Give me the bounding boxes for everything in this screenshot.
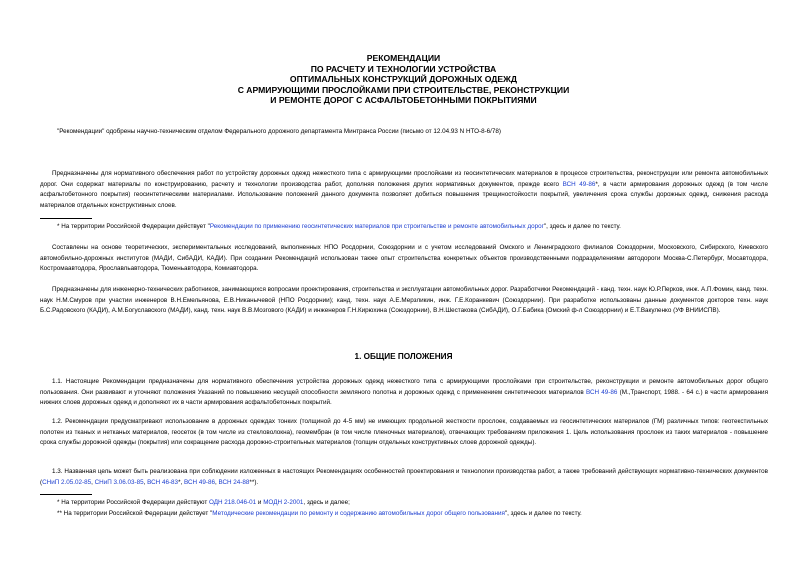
footnote-2-mid: и — [256, 499, 264, 506]
footnote-2-text-b: , здесь и далее; — [303, 499, 350, 506]
p13-text-a: 1.3. Названная цель может быть реализована при соблюдении изложенных в настоящих Рекомендациях особенностей проектирования и технологии производства работ, а также требований действующих нормативно-технических документов ( — [40, 468, 768, 486]
p11-text-b: (М.,Транспорт, 1988. - 64 с.) в части армирования нижних слоев дорожных одежд и дополняют их в части армирования асфальтобетонных покрытий. — [40, 388, 768, 407]
geosynthetics-recommendations-link[interactable]: Рекомендации по применению геосинтетических материалов при строительстве и ремонте автомобильных дорог — [209, 223, 544, 230]
vsn-49-86-link[interactable]: ВСН 49-86 — [585, 388, 618, 396]
paragraph-1-3 — [40, 467, 768, 488]
paragraph-1-1 — [40, 377, 768, 409]
footnote-3 — [57, 509, 582, 520]
section-heading: 1. ОБЩИЕ ПОЛОЖЕНИЯ — [354, 352, 453, 361]
snip-2-05-02-85-link[interactable]: СНиП 2.05.02-85 — [42, 478, 92, 486]
p11-text-a: 1.1. Настоящие Рекомендации предназначены для нормативного обеспечения устройства дорожных одежд нежесткого типа с армирующими прослойками при строительстве, реконструкции и ремонте автомобильных дорог общего пользования. Они развивают и уточняют положения Указаний по повышению несущей способности земляного полотна и дорожных одежд с применением синтетических материалов — [40, 378, 768, 396]
footnote-1-text-b: ", здесь и далее по тексту. — [543, 223, 621, 230]
footnote-2-text-a: * На территории Российской Федерации действуют — [57, 499, 209, 506]
intro-text-a: Предназначены для нормативного обеспечения работ по устройству дорожных одежд нежесткого типа с армирующими прослойками из геосинтетических материалов в процессе строительства, реконструкции или ремонта автомобильных дорог. Они содержат материалы по конструированию, расчету и технологии производства работ, дополняя положения других нормативных документов, прежде всего — [40, 170, 768, 188]
footnote-divider — [40, 218, 92, 219]
footnote-2 — [57, 498, 350, 509]
title-line: ПО РАСЧЕТУ И ТЕХНОЛОГИИ УСТРОЙСТВА — [310, 63, 497, 74]
authors-paragraph: Предназначены для инженерно-технических работников, занимающихся вопросами проектирования, строительства и эксплуатации автомобильных дорог. Разработчики Рекомендаций - канд. техн. наук Ю.Р.Перков, инж. А.П.Фомин, канд. техн. наук Н.М.Смуров при участии инженеров В.Н.Емельянова, Е.В.Никанычевой (НПО Росдорнии); канд. техн. наук А.Е.Мерзликин, инж. Г.Е.Коранкевич (Союздорнии). При разработке использованы данные документов докторов техн. наук Б.С.Радовского (КАДИ), А.М.Богуславского (МАДИ), канд. техн. наук В.В.Мозгового (КАДИ) и инженеров Г.Н.Кирюхина (Союздорнии), В.Н.Шестакова (СибАДИ), О.Г.Бабика (Омский ф-л Союздорнии) и Е.Т.Вакуленко (УФ ВНИИСПВ). — [40, 286, 768, 315]
vsn-24-88-link[interactable]: ВСН 24-88 — [218, 478, 250, 486]
approval-note: "Рекомендации" одобрены научно-техническим отделом Федерального дорожного департамента Минтранса России (письмо от 12.04.93 N НТО-8-6/78) — [57, 128, 502, 135]
vsn-49-86-link[interactable]: ВСН 49-86 — [562, 180, 596, 188]
composed-paragraph: Составлены на основе теоретических, экспериментальных исследований, выполненных НПО Росдорнии, Союздорнии и с учетом исследований Омского и Ленинградского филиалов Союздорнии, Московского, Сибирского, Киевского автомобильно-дорожных институтов (МАДИ, СибАДИ, КАДИ). При создании Рекомендаций использован также опыт строительства конкретных объектов производственными подразделениями автодороги Москва-С.Петербург, Мосавтодора, Костромаавтодора, Ярославльавтодора, Тюменьавтодора, Комиавтодора. — [40, 244, 768, 273]
separator: , — [143, 478, 148, 486]
p13-text-b: **). — [249, 478, 259, 486]
title-line: РЕКОМЕНДАЦИИ — [366, 53, 441, 63]
title-line: И РЕМОНТЕ ДОРОГ С АСФАЛЬТОБЕТОННЫМИ ПОКРЫТИЯМИ — [270, 95, 537, 106]
vsn-49-86-link[interactable]: ВСН 49-86 — [184, 478, 215, 486]
footnote-3-text-a: ** На территории Российской Федерации действует " — [57, 510, 213, 517]
footnote-1-text-a: * На территории Российской Федерации действует " — [57, 223, 210, 230]
separator: *, — [178, 478, 185, 486]
separator: , — [214, 478, 219, 486]
separator: , — [91, 478, 95, 486]
title-line: ОПТИМАЛЬНЫХ КОНСТРУКЦИЙ ДОРОЖНЫХ ОДЕЖД — [289, 74, 518, 85]
title-line: С АРМИРУЮЩИМИ ПРОСЛОЙКАМИ ПРИ СТРОИТЕЛЬСТВЕ, РЕКОНСТРУКЦИИ — [237, 84, 570, 95]
odn-218-046-01-link[interactable]: ОДН 218.046-01 — [208, 499, 257, 506]
vsn-46-83-link[interactable]: ВСН 46-83 — [147, 478, 179, 486]
snip-3-06-03-85-link[interactable]: СНиП 3.06.03-85 — [94, 478, 144, 486]
modn-2-2001-link[interactable]: МОДН 2-2001 — [263, 499, 304, 506]
intro-paragraph — [40, 169, 768, 211]
intro-text-b: *, в части армирования дорожных одежд (в том числе асфальтобетонного покрытия) геосинтетическими материалами. Использование положений данного документа позволяет добиться повышения трещиностойкости покрытий, увеличения срока службы дорожных одежд, снижения расхода материалов отдельных конструктивных слоев. — [40, 180, 768, 209]
footnote-divider — [40, 494, 92, 495]
road-maintenance-recommendations-link[interactable]: Методические рекомендации по ремонту и содержанию автомобильных дорог общего пользования — [212, 510, 505, 517]
document-title — [0, 53, 807, 106]
footnote-1 — [57, 222, 621, 233]
paragraph-1-2: 1.2. Рекомендации предусматривают использование в дорожных одеждах тонких (толщиной до 4-5 мм) не имеющих продольной жесткости прослоек, создаваемых из геосинтетических материалов (ГМ) различных типов: геотекстильных полотен из тканых и нетканых материалов, геосеток (в том числе из стекловолокна), геомембран (в том числе пленочных материалов), отвечающих требованиям приложения 1. Цель использования прослоек из таких материалов - повышение срока службы дорожной одежды (покрытия) или сокращение расхода дорожно-строительных материалов (толщин отдельных конструктивных слоев дорожной одежды). — [40, 418, 768, 447]
footnote-3-text-b: ", здесь и далее по тексту. — [504, 510, 582, 517]
